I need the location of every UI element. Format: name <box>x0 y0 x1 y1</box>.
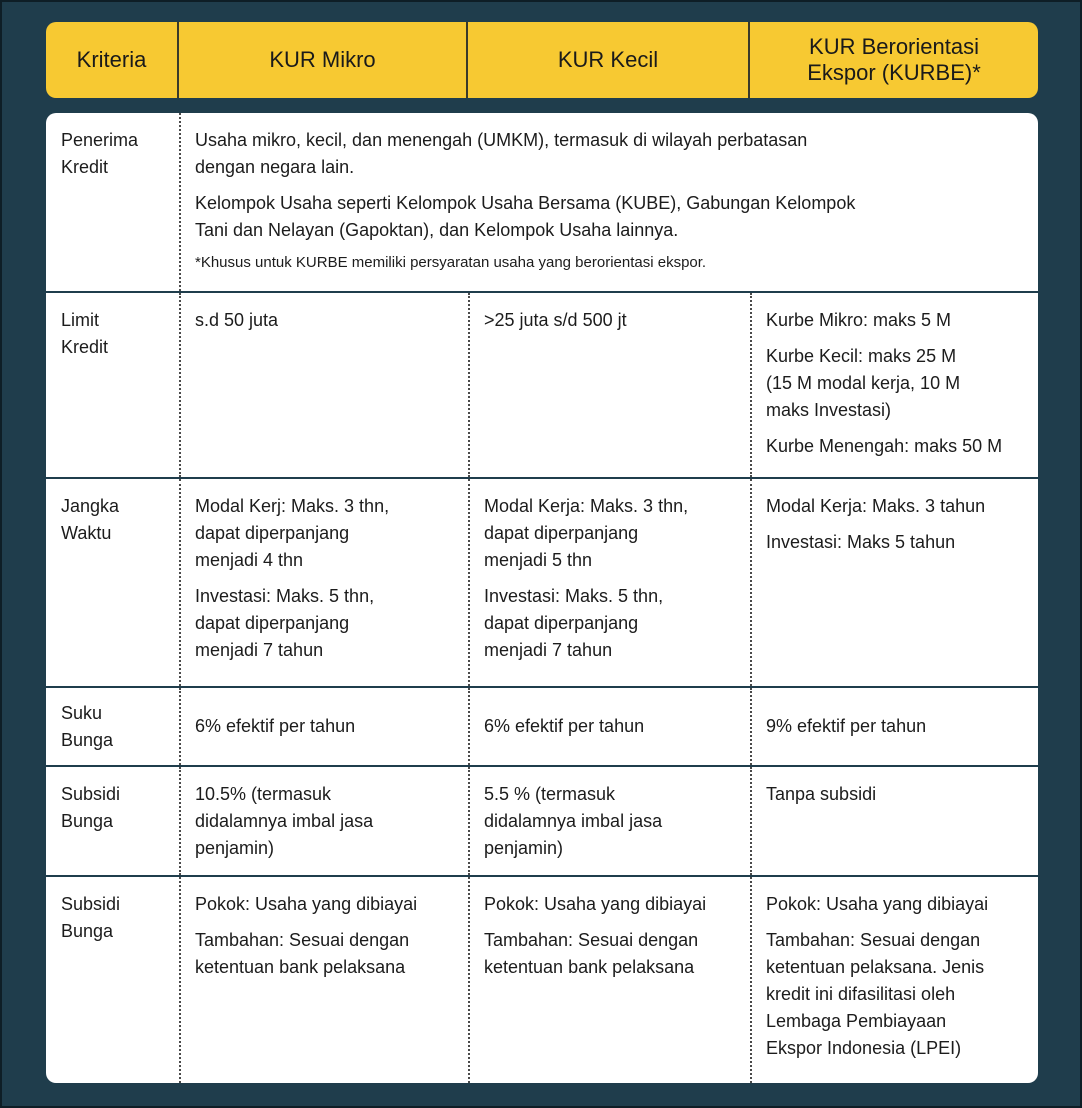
suku-kurbe-value: 9% efektif per tahun <box>766 716 927 736</box>
row-label-line: Penerima <box>61 130 139 150</box>
suku-kurbe <box>750 688 1038 765</box>
jangka-kurbe-text: Investasi: Maks 5 tahun <box>766 532 956 552</box>
jangka-mikro-text: dapat diperpanjang <box>195 523 350 543</box>
row-label-line: Subsidi <box>61 894 121 914</box>
kurbe-footnote: *Khusus untuk KURBE memiliki persyaratan usaha yang berorientasi ekspor. <box>195 254 707 271</box>
limit-kecil <box>468 293 750 477</box>
jangka-kecil-text: Investasi: Maks. 5 thn, <box>484 586 664 606</box>
jangka-mikro-text: Modal Kerj: Maks. 3 thn, <box>195 496 390 516</box>
limit-kurbe-text: Kurbe Menengah: maks 50 M <box>766 436 1003 456</box>
limit-kurbe-text: maks Investasi) <box>766 400 892 420</box>
row-label-line: Kredit <box>61 157 109 177</box>
penerima-content <box>179 113 1038 291</box>
jangka-mikro-text: menjadi 7 tahun <box>195 640 324 660</box>
suku-kecil <box>468 688 750 765</box>
penerima-text: Kelompok Usaha seperti Kelompok Usaha Bersama (KUBE), Gabungan Kelompok <box>195 193 856 213</box>
row-label <box>46 479 179 686</box>
header-kur-kecil <box>468 22 750 98</box>
limit-mikro <box>179 293 468 477</box>
agunan-kurbe-text: Ekspor Indonesia (LPEI) <box>766 1038 962 1058</box>
jangka-kurbe-text: Modal Kerja: Maks. 3 tahun <box>766 496 986 516</box>
agunan-mikro-text: ketentuan bank pelaksana <box>195 957 406 977</box>
comparison-table <box>46 113 1038 1083</box>
row-label <box>46 293 179 477</box>
table-row-agunan <box>46 877 1038 1083</box>
limit-kurbe-text: Kurbe Kecil: maks 25 M <box>766 346 957 366</box>
row-label-line: Kredit <box>61 337 109 357</box>
jangka-kecil-text: dapat diperpanjang <box>484 613 639 633</box>
row-label-line: Bunga <box>61 730 114 750</box>
table-header <box>46 22 1038 98</box>
table-row-penerima-kredit <box>46 113 1038 293</box>
subsidi-kecil-text: 5.5 % (termasuk <box>484 784 616 804</box>
row-label-line: Subsidi <box>61 784 121 804</box>
jangka-mikro-text: dapat diperpanjang <box>195 613 350 633</box>
table-row-limit-kredit <box>46 293 1038 479</box>
agunan-kurbe-text: Pokok: Usaha yang dibiayai <box>766 894 989 914</box>
jangka-kurbe <box>750 479 1038 686</box>
limit-kurbe-text: Kurbe Mikro: maks 5 M <box>766 310 952 330</box>
limit-kurbe <box>750 293 1038 477</box>
agunan-kurbe-text: Tambahan: Sesuai dengan <box>766 930 981 950</box>
suku-mikro <box>179 688 468 765</box>
penerima-text: Tani dan Nelayan (Gapoktan), dan Kelompok Usaha lainnya. <box>195 220 679 240</box>
header-kriteria <box>46 22 179 98</box>
suku-mikro-value: 6% efektif per tahun <box>195 716 356 736</box>
subsidi-kecil-text: didalamnya imbal jasa <box>484 811 663 831</box>
subsidi-mikro-text: didalamnya imbal jasa <box>195 811 374 831</box>
row-label-line: Jangka <box>61 496 120 516</box>
agunan-kurbe <box>750 877 1038 1083</box>
row-label-line: Limit <box>61 310 100 330</box>
header-kur-mikro-label: KUR Mikro <box>269 47 376 72</box>
agunan-mikro-text: Pokok: Usaha yang dibiayai <box>195 894 418 914</box>
subsidi-mikro-text: penjamin) <box>195 838 275 858</box>
row-label <box>46 767 179 875</box>
agunan-mikro <box>179 877 468 1083</box>
jangka-kecil-text: menjadi 5 thn <box>484 550 593 570</box>
row-label <box>46 877 179 1083</box>
subsidi-mikro <box>179 767 468 875</box>
header-kurbe <box>750 22 1038 98</box>
penerima-text: Usaha mikro, kecil, dan menengah (UMKM), termasuk di wilayah perbatasan <box>195 130 808 150</box>
subsidi-kurbe <box>750 767 1038 875</box>
jangka-kecil-text: menjadi 7 tahun <box>484 640 613 660</box>
table-row-suku-bunga <box>46 688 1038 767</box>
jangka-mikro-text: Investasi: Maks. 5 thn, <box>195 586 375 606</box>
agunan-kurbe-text: kredit ini difasilitasi oleh <box>766 984 956 1004</box>
row-label <box>46 113 179 291</box>
limit-kecil-value: >25 juta s/d 500 jt <box>484 310 627 330</box>
agunan-kurbe-text: ketentuan pelaksana. Jenis <box>766 957 985 977</box>
limit-kurbe-text: (15 M modal kerja, 10 M <box>766 373 961 393</box>
agunan-kecil-text: Pokok: Usaha yang dibiayai <box>484 894 707 914</box>
jangka-kecil <box>468 479 750 686</box>
subsidi-kurbe-text: Tanpa subsidi <box>766 784 877 804</box>
row-label <box>46 688 179 765</box>
agunan-mikro-text: Tambahan: Sesuai dengan <box>195 930 410 950</box>
header-kurbe-line1: KUR Berorientasi <box>809 34 979 59</box>
subsidi-mikro-text: 10.5% (termasuk <box>195 784 332 804</box>
header-kurbe-line2: Ekspor (KURBE)* <box>807 60 981 85</box>
agunan-kurbe-text: Lembaga Pembiayaan <box>766 1011 947 1031</box>
subsidi-kecil-text: penjamin) <box>484 838 564 858</box>
jangka-mikro <box>179 479 468 686</box>
header-kur-kecil-label: KUR Kecil <box>557 47 659 72</box>
jangka-kecil-text: dapat diperpanjang <box>484 523 639 543</box>
row-label-line: Waktu <box>61 523 112 543</box>
jangka-kecil-text: Modal Kerja: Maks. 3 thn, <box>484 496 689 516</box>
header-kriteria-label: Kriteria <box>76 47 147 72</box>
suku-kecil-value: 6% efektif per tahun <box>484 716 645 736</box>
agunan-kecil-text: ketentuan bank pelaksana <box>484 957 695 977</box>
row-label-line: Bunga <box>61 921 114 941</box>
subsidi-kecil <box>468 767 750 875</box>
row-label-line: Bunga <box>61 811 114 831</box>
table-row-subsidi-bunga <box>46 767 1038 877</box>
agunan-kecil-text: Tambahan: Sesuai dengan <box>484 930 699 950</box>
header-kur-mikro <box>179 22 468 98</box>
agunan-kecil <box>468 877 750 1083</box>
jangka-mikro-text: menjadi 4 thn <box>195 550 304 570</box>
row-label-line: Suku <box>61 703 103 723</box>
limit-mikro-value: s.d 50 juta <box>195 310 279 330</box>
penerima-text: dengan negara lain. <box>195 157 355 177</box>
table-row-jangka-waktu <box>46 479 1038 688</box>
